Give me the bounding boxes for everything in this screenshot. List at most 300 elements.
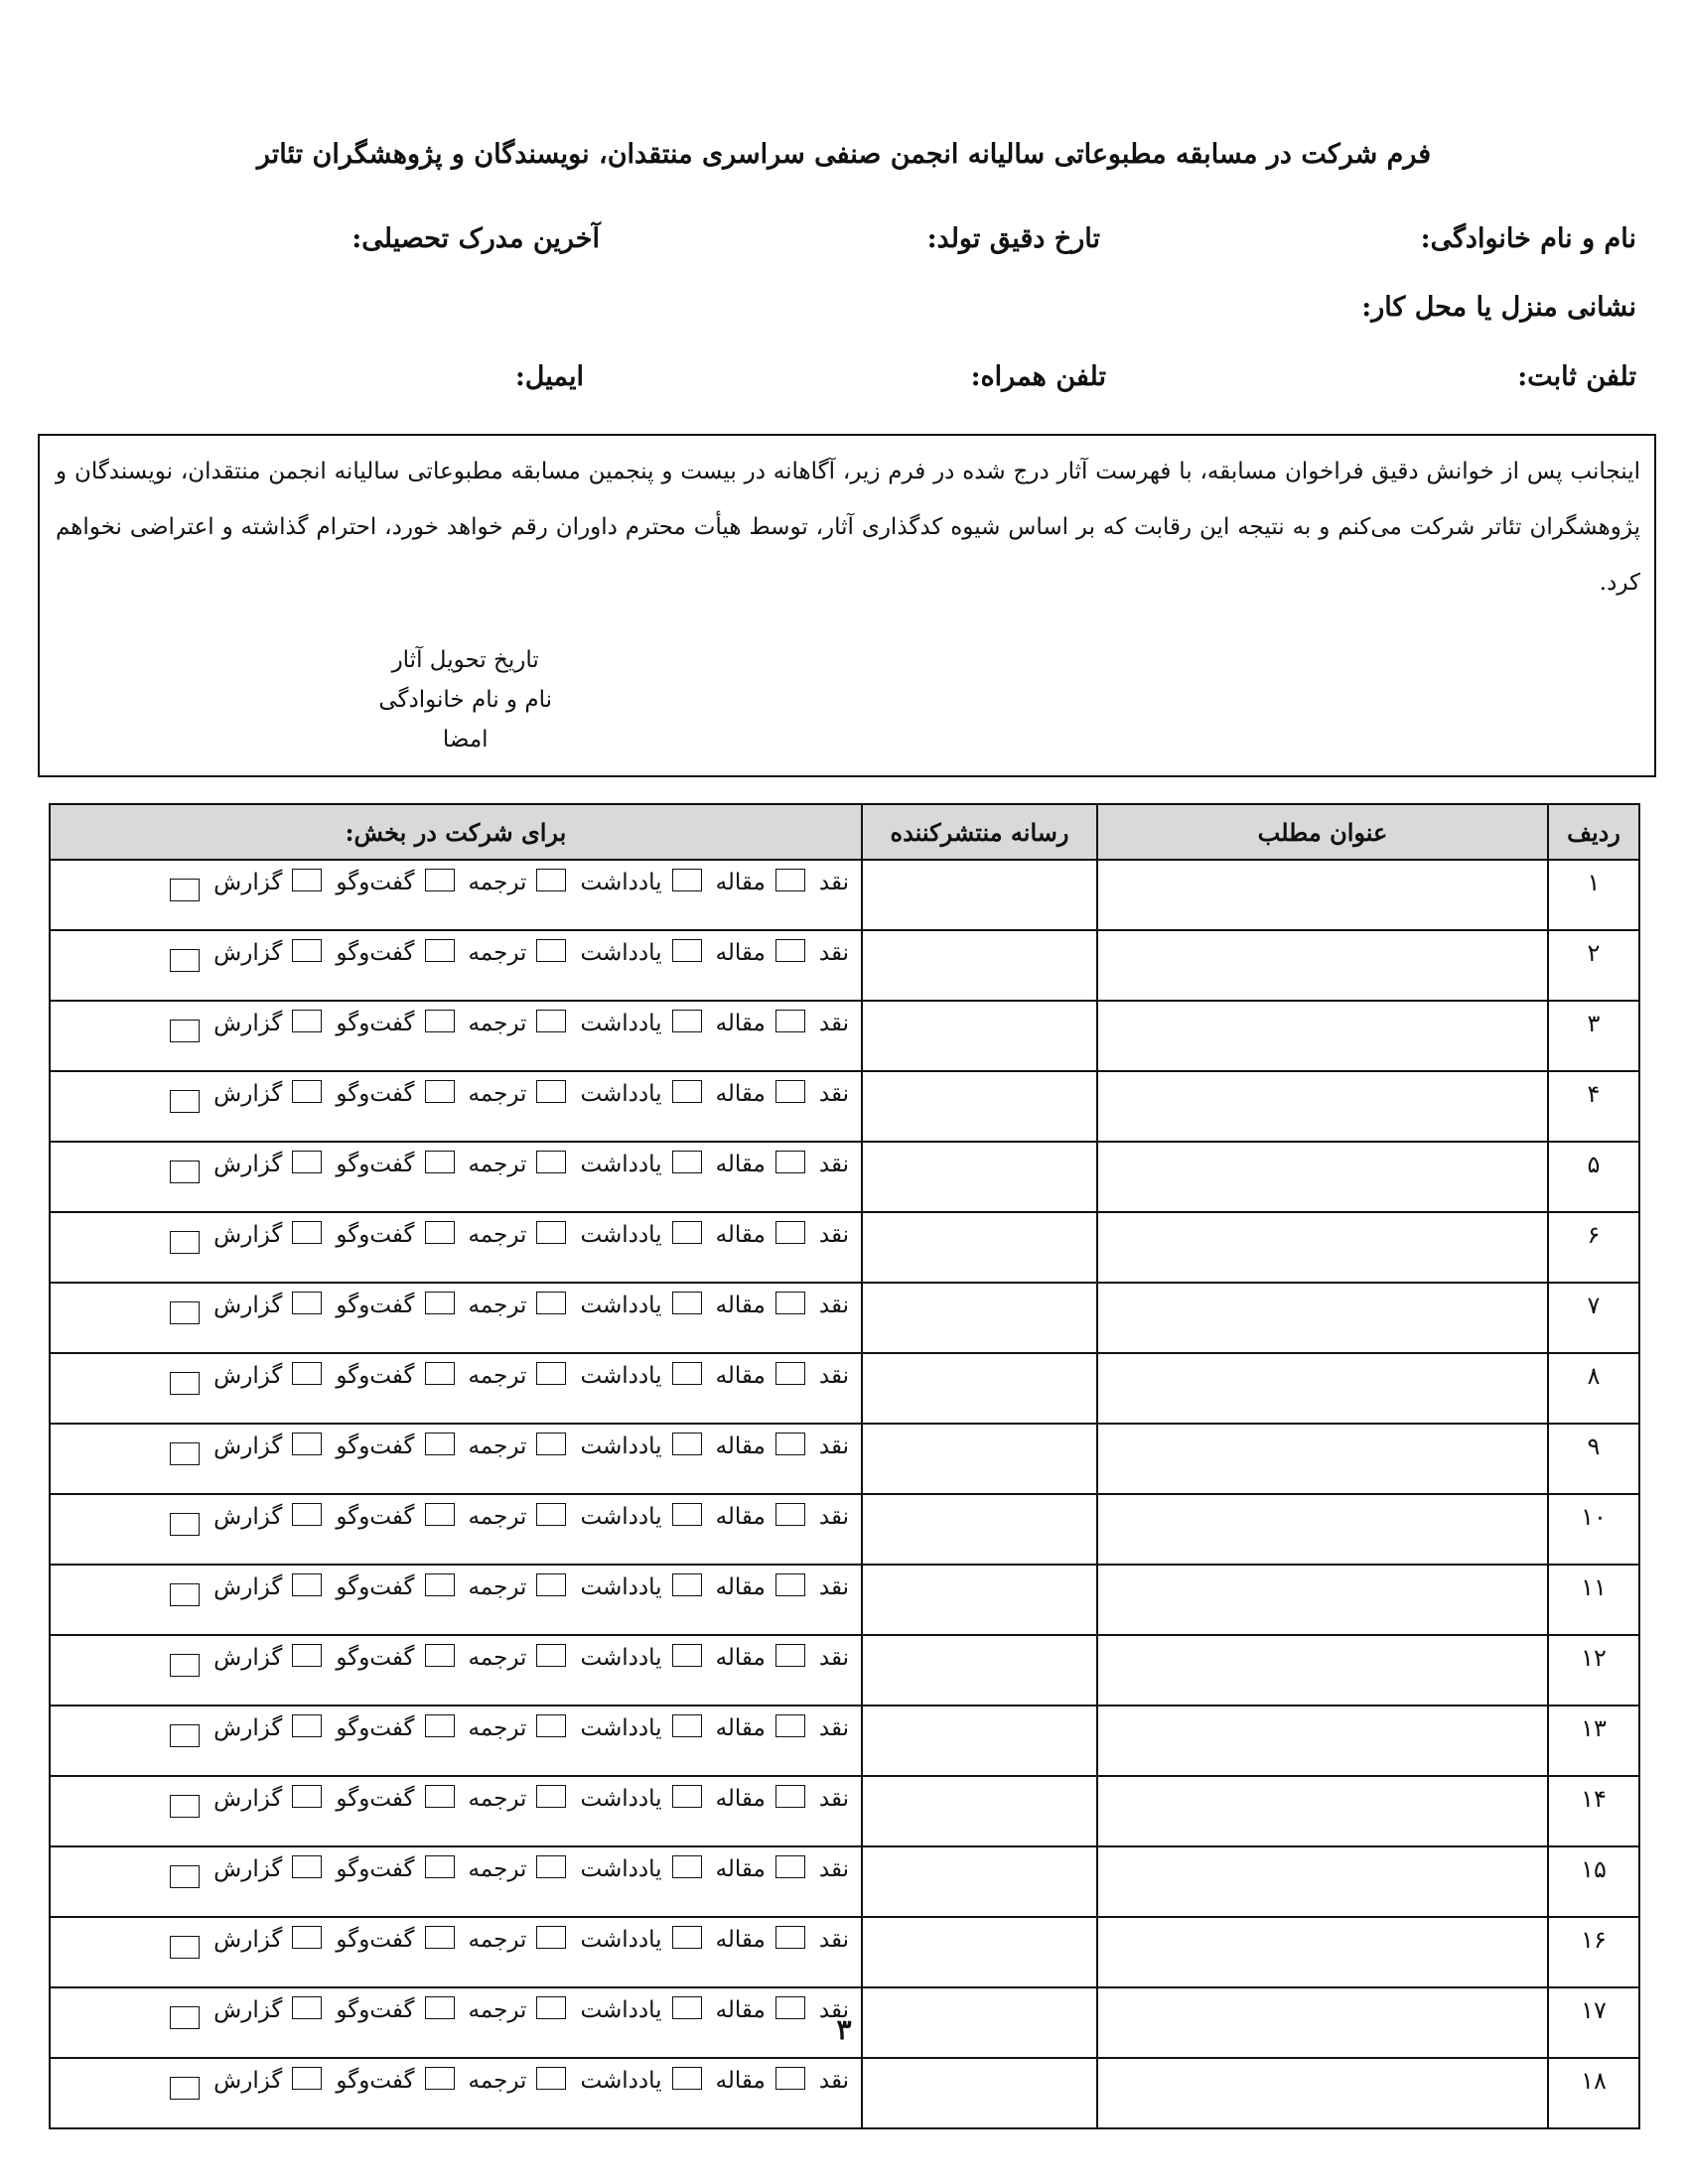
- category-checkbox[interactable]: [536, 1926, 566, 1949]
- category-checkbox[interactable]: [775, 1010, 805, 1032]
- section-options-cell: [50, 860, 862, 930]
- email-label: ایمیل:: [514, 361, 584, 392]
- category-checkbox[interactable]: [775, 1433, 805, 1455]
- category-checkbox[interactable]: [292, 1855, 322, 1878]
- category-label: گفت‌وگو: [336, 1786, 415, 1812]
- category-option-maqale: [672, 1080, 766, 1107]
- category-checkbox[interactable]: [170, 1795, 200, 1818]
- category-option-yaddasht: [536, 869, 661, 895]
- category-label: نقد: [818, 1152, 849, 1177]
- category-label: گزارش: [213, 1574, 283, 1600]
- row-number: ۱۷: [1548, 1987, 1639, 2058]
- category-checkbox[interactable]: [672, 2067, 702, 2090]
- category-option-goftogoo: [292, 1855, 414, 1882]
- category-checkbox[interactable]: [775, 1855, 805, 1878]
- category-checkbox[interactable]: [425, 939, 455, 962]
- category-label: مقاله: [715, 1927, 766, 1953]
- category-checkbox[interactable]: [672, 1785, 702, 1808]
- publisher-media-cell[interactable]: [862, 1001, 1097, 1071]
- category-option-naqd: [775, 1503, 849, 1530]
- category-label: گفت‌وگو: [336, 1856, 415, 1882]
- category-option-tarjome: [425, 1080, 527, 1107]
- article-title-cell[interactable]: [1097, 1283, 1548, 1353]
- category-checkbox[interactable]: [170, 1090, 200, 1113]
- article-title-cell[interactable]: [1097, 930, 1548, 1001]
- category-checkbox[interactable]: [536, 1644, 566, 1667]
- table-row: [50, 1142, 1639, 1212]
- full-name-label: نام و نام خانوادگی:: [1420, 223, 1636, 254]
- publisher-media-cell[interactable]: [862, 1917, 1097, 1987]
- category-checkbox[interactable]: [775, 2067, 805, 2090]
- article-title-cell[interactable]: [1097, 1635, 1548, 1706]
- category-option-maqale: [672, 1292, 766, 1318]
- category-checkbox[interactable]: [672, 1433, 702, 1455]
- category-option-yaddasht: [536, 1785, 661, 1812]
- category-checkbox[interactable]: [170, 1583, 200, 1606]
- category-option-goftogoo: [292, 1503, 414, 1530]
- category-checkbox[interactable]: [170, 1513, 200, 1536]
- publisher-media-cell[interactable]: [862, 1776, 1097, 1846]
- category-option-goftogoo: [292, 1010, 414, 1036]
- category-label: ترجمه: [468, 870, 527, 895]
- category-checkbox[interactable]: [775, 1926, 805, 1949]
- category-checkbox[interactable]: [425, 869, 455, 891]
- category-checkbox[interactable]: [775, 1080, 805, 1103]
- category-option-naqd: [775, 1080, 849, 1107]
- category-checkbox[interactable]: [536, 939, 566, 962]
- article-title-cell[interactable]: [1097, 1212, 1548, 1283]
- category-checkbox[interactable]: [672, 1080, 702, 1103]
- category-label: گفت‌وگو: [336, 1504, 415, 1530]
- category-checkbox[interactable]: [775, 1292, 805, 1314]
- category-label: ترجمه: [468, 1715, 527, 1741]
- category-option-goftogoo: [292, 1785, 414, 1812]
- category-label: نقد: [818, 2068, 849, 2094]
- publisher-media-cell[interactable]: [862, 1846, 1097, 1917]
- category-option-maqale: [672, 1362, 766, 1389]
- category-option-tarjome: [425, 869, 527, 895]
- category-checkbox[interactable]: [536, 1785, 566, 1808]
- category-checkbox[interactable]: [775, 1221, 805, 1244]
- category-option-maqale: [672, 1573, 766, 1600]
- category-checkbox[interactable]: [170, 1020, 200, 1042]
- article-title-cell[interactable]: [1097, 1494, 1548, 1565]
- row-number: ۱۳: [1548, 1706, 1639, 1776]
- category-checkbox[interactable]: [292, 1503, 322, 1526]
- category-checkbox[interactable]: [292, 1362, 322, 1385]
- category-checkbox[interactable]: [536, 1151, 566, 1173]
- category-label: نقد: [818, 1433, 849, 1459]
- section-options-cell: [50, 1424, 862, 1494]
- category-option-naqd: [775, 1714, 849, 1741]
- article-title-cell[interactable]: [1097, 1353, 1548, 1424]
- category-option-goftogoo: [292, 1362, 414, 1389]
- section-options-cell: [50, 1212, 862, 1283]
- category-label: گفت‌وگو: [336, 1997, 415, 2023]
- category-label: گفت‌وگو: [336, 1574, 415, 1600]
- category-checkbox[interactable]: [775, 1573, 805, 1596]
- category-option-goftogoo: [292, 1926, 414, 1953]
- row-number: ۹: [1548, 1424, 1639, 1494]
- category-checkbox[interactable]: [536, 1080, 566, 1103]
- category-option-yaddasht: [536, 1292, 661, 1318]
- category-label: گفت‌وگو: [336, 1715, 415, 1741]
- header-publisher-media: رسانه منتشرکننده: [862, 804, 1097, 860]
- category-checkbox[interactable]: [425, 1080, 455, 1103]
- article-title-cell[interactable]: [1097, 1001, 1548, 1071]
- category-option-naqd: [775, 939, 849, 966]
- category-checkbox[interactable]: [170, 1724, 200, 1747]
- category-option-yaddasht: [536, 1855, 661, 1882]
- row-number: ۸: [1548, 1353, 1639, 1424]
- category-checkbox[interactable]: [292, 939, 322, 962]
- category-label: یادداشت: [580, 1927, 662, 1953]
- section-options-cell: [50, 1846, 862, 1917]
- category-checkbox[interactable]: [672, 1573, 702, 1596]
- category-checkbox[interactable]: [170, 1231, 200, 1254]
- publisher-media-cell[interactable]: [862, 1424, 1097, 1494]
- section-options-cell: [50, 1635, 862, 1706]
- section-options-cell: [50, 1776, 862, 1846]
- article-title-cell[interactable]: [1097, 1776, 1548, 1846]
- category-option-gozaresh: [170, 1574, 282, 1606]
- category-checkbox[interactable]: [292, 1221, 322, 1244]
- category-checkbox[interactable]: [536, 1503, 566, 1526]
- category-option-tarjome: [425, 1503, 527, 1530]
- row-number: ۱۰: [1548, 1494, 1639, 1565]
- category-label: یادداشت: [580, 1574, 662, 1600]
- category-option-goftogoo: [292, 1433, 414, 1459]
- form-title: فرم شرکت در مسابقه مطبوعاتی سالیانه انجمن صنفی سراسری منتقدان، نویسندگان و پژوهشگران تئاتر: [256, 139, 1432, 170]
- category-option-gozaresh: [170, 1293, 282, 1324]
- header-row-number: ردیف: [1548, 804, 1639, 860]
- category-label: نقد: [818, 1574, 849, 1600]
- category-option-goftogoo: [292, 1644, 414, 1671]
- category-checkbox[interactable]: [425, 1221, 455, 1244]
- category-checkbox[interactable]: [170, 1654, 200, 1677]
- row-number: ۲: [1548, 930, 1639, 1001]
- category-option-yaddasht: [536, 1714, 661, 1741]
- category-label: نقد: [818, 1645, 849, 1671]
- category-option-yaddasht: [536, 1151, 661, 1177]
- category-label: نقد: [818, 1786, 849, 1812]
- category-checkbox[interactable]: [536, 1362, 566, 1385]
- publisher-media-cell[interactable]: [862, 1565, 1097, 1635]
- article-title-cell[interactable]: [1097, 860, 1548, 930]
- category-checkbox[interactable]: [425, 1292, 455, 1314]
- category-label: مقاله: [715, 1081, 766, 1107]
- category-option-gozaresh: [170, 1222, 282, 1254]
- declaration-box: [38, 434, 1656, 777]
- address-label: نشانی منزل یا محل کار:: [1361, 292, 1636, 323]
- category-option-tarjome: [425, 1573, 527, 1600]
- category-checkbox[interactable]: [292, 2067, 322, 2090]
- category-checkbox[interactable]: [425, 1503, 455, 1526]
- table-row: [50, 1353, 1639, 1424]
- category-option-naqd: [775, 1926, 849, 1953]
- category-checkbox[interactable]: [775, 1503, 805, 1526]
- category-label: گزارش: [213, 1645, 283, 1671]
- publisher-media-cell[interactable]: [862, 930, 1097, 1001]
- category-checkbox[interactable]: [292, 1926, 322, 1949]
- category-checkbox[interactable]: [672, 939, 702, 962]
- category-label: مقاله: [715, 1645, 766, 1671]
- category-option-yaddasht: [536, 2067, 661, 2094]
- category-option-maqale: [672, 939, 766, 966]
- category-label: یادداشت: [580, 1786, 662, 1812]
- category-label: گزارش: [213, 1011, 283, 1036]
- category-label: مقاله: [715, 1152, 766, 1177]
- category-label: گفت‌وگو: [336, 870, 415, 895]
- category-checkbox[interactable]: [672, 1221, 702, 1244]
- table-row: [50, 1494, 1639, 1565]
- article-title-cell[interactable]: [1097, 1706, 1548, 1776]
- category-option-goftogoo: [292, 1080, 414, 1107]
- category-checkbox[interactable]: [170, 879, 200, 901]
- article-title-cell[interactable]: [1097, 1071, 1548, 1142]
- category-checkbox[interactable]: [536, 1714, 566, 1737]
- category-option-maqale: [672, 1785, 766, 1812]
- category-checkbox[interactable]: [425, 1785, 455, 1808]
- category-checkbox[interactable]: [672, 1362, 702, 1385]
- category-label: مقاله: [715, 2068, 766, 2094]
- category-label: نقد: [818, 1293, 849, 1318]
- category-checkbox[interactable]: [170, 1301, 200, 1324]
- category-checkbox[interactable]: [170, 949, 200, 972]
- category-label: ترجمه: [468, 1786, 527, 1812]
- category-checkbox[interactable]: [536, 1573, 566, 1596]
- category-label: مقاله: [715, 1997, 766, 2023]
- category-checkbox[interactable]: [425, 1010, 455, 1032]
- category-option-gozaresh: [170, 1645, 282, 1677]
- signature-block: [378, 640, 552, 759]
- signature-label: امضا: [442, 727, 489, 752]
- category-option-tarjome: [425, 1151, 527, 1177]
- category-option-gozaresh: [170, 1856, 282, 1888]
- category-checkbox[interactable]: [672, 1644, 702, 1667]
- category-checkbox[interactable]: [775, 869, 805, 891]
- category-label: گزارش: [213, 1152, 283, 1177]
- category-checkbox[interactable]: [292, 1080, 322, 1103]
- table-row: [50, 1212, 1639, 1283]
- category-checkbox[interactable]: [292, 1433, 322, 1455]
- page-number: ۳: [836, 2013, 852, 2046]
- category-option-gozaresh: [170, 1433, 282, 1465]
- category-option-naqd: [775, 1292, 849, 1318]
- category-label: یادداشت: [580, 1997, 662, 2023]
- article-title-cell[interactable]: [1097, 1917, 1548, 1987]
- category-label: مقاله: [715, 1504, 766, 1530]
- publisher-media-cell[interactable]: [862, 1142, 1097, 1212]
- category-option-tarjome: [425, 1714, 527, 1741]
- category-checkbox[interactable]: [170, 1442, 200, 1465]
- category-option-maqale: [672, 1151, 766, 1177]
- category-label: ترجمه: [468, 1433, 527, 1459]
- category-label: گفت‌وگو: [336, 1081, 415, 1107]
- category-checkbox[interactable]: [775, 1362, 805, 1385]
- category-checkbox[interactable]: [672, 1503, 702, 1526]
- category-option-gozaresh: [170, 1081, 282, 1113]
- category-label: نقد: [818, 1856, 849, 1882]
- category-option-tarjome: [425, 1292, 527, 1318]
- category-option-maqale: [672, 2067, 766, 2094]
- category-label: گفت‌وگو: [336, 1433, 415, 1459]
- publisher-media-cell[interactable]: [862, 860, 1097, 930]
- publisher-media-cell[interactable]: [862, 1071, 1097, 1142]
- category-option-gozaresh: [170, 1715, 282, 1747]
- category-label: مقاله: [715, 1222, 766, 1248]
- category-option-tarjome: [425, 2067, 527, 2094]
- category-option-naqd: [775, 1151, 849, 1177]
- category-checkbox[interactable]: [292, 869, 322, 891]
- delivery-date-label: تاریخ تحویل آثار: [391, 647, 539, 673]
- category-checkbox[interactable]: [536, 1221, 566, 1244]
- article-title-cell[interactable]: [1097, 1424, 1548, 1494]
- category-checkbox[interactable]: [170, 1936, 200, 1959]
- category-label: گزارش: [213, 1293, 283, 1318]
- category-checkbox[interactable]: [536, 2067, 566, 2090]
- publisher-media-cell[interactable]: [862, 1283, 1097, 1353]
- category-label: ترجمه: [468, 1081, 527, 1107]
- category-checkbox[interactable]: [425, 1151, 455, 1173]
- category-checkbox[interactable]: [425, 1573, 455, 1596]
- category-checkbox[interactable]: [425, 1362, 455, 1385]
- category-option-maqale: [672, 1714, 766, 1741]
- category-option-maqale: [672, 1855, 766, 1882]
- category-checkbox[interactable]: [292, 1151, 322, 1173]
- category-checkbox[interactable]: [672, 1714, 702, 1737]
- row-number: ۷: [1548, 1283, 1639, 1353]
- category-label: مقاله: [715, 1433, 766, 1459]
- category-checkbox[interactable]: [775, 939, 805, 962]
- category-checkbox[interactable]: [425, 1926, 455, 1949]
- category-checkbox[interactable]: [425, 1714, 455, 1737]
- row-number: ۴: [1548, 1071, 1639, 1142]
- category-label: گفت‌وگو: [336, 1011, 415, 1036]
- category-label: گفت‌وگو: [336, 1293, 415, 1318]
- category-checkbox[interactable]: [170, 2077, 200, 2100]
- category-label: ترجمه: [468, 1997, 527, 2023]
- table-row: [50, 1917, 1639, 1987]
- category-label: مقاله: [715, 1363, 766, 1389]
- mobile-label: تلفن همراه:: [970, 361, 1106, 392]
- category-checkbox[interactable]: [292, 1644, 322, 1667]
- category-label: ترجمه: [468, 1927, 527, 1953]
- category-label: گزارش: [213, 1715, 283, 1741]
- category-label: گزارش: [213, 1504, 283, 1530]
- row-number: ۶: [1548, 1212, 1639, 1283]
- category-checkbox[interactable]: [775, 1151, 805, 1173]
- category-checkbox[interactable]: [672, 1010, 702, 1032]
- category-label: مقاله: [715, 1715, 766, 1741]
- category-option-maqale: [672, 869, 766, 895]
- category-checkbox[interactable]: [672, 1151, 702, 1173]
- category-checkbox[interactable]: [425, 2067, 455, 2090]
- category-checkbox[interactable]: [170, 1160, 200, 1183]
- publisher-media-cell[interactable]: [862, 1212, 1097, 1283]
- category-label: یادداشت: [580, 1856, 662, 1882]
- category-option-yaddasht: [536, 1503, 661, 1530]
- category-label: نقد: [818, 1715, 849, 1741]
- category-label: مقاله: [715, 1293, 766, 1318]
- table-row: [50, 1565, 1639, 1635]
- category-label: ترجمه: [468, 2068, 527, 2094]
- article-title-cell[interactable]: [1097, 1846, 1548, 1917]
- category-label: گزارش: [213, 1786, 283, 1812]
- category-option-naqd: [775, 1433, 849, 1459]
- category-checkbox[interactable]: [536, 1010, 566, 1032]
- article-title-cell[interactable]: [1097, 2058, 1548, 2128]
- category-label: یادداشت: [580, 940, 662, 966]
- category-checkbox[interactable]: [170, 1372, 200, 1395]
- category-option-gozaresh: [170, 1011, 282, 1042]
- section-options-cell: [50, 1565, 862, 1635]
- category-option-goftogoo: [292, 1573, 414, 1600]
- education-label: آخرین مدرک تحصیلی:: [352, 223, 600, 254]
- article-title-cell[interactable]: [1097, 1565, 1548, 1635]
- category-checkbox[interactable]: [425, 1433, 455, 1455]
- publisher-media-cell[interactable]: [862, 1353, 1097, 1424]
- declaration-text: اینجانب پس از خوانش دقیق فراخوان مسابقه، با فهرست آثار درج شده در فرم زیر، آگاهانه در بیست و پنجمین مسابقه مطبوعاتی سالیانه انجمن منتقدان، نویسندگان و پژوهشگران تئاتر شرکت می‌کنم و به نتیجه این رقابت که بر اساس شیوه کدگذاری آثار، توسط هیأت محترم داوران رقم خواهد خورد، احترام گذاشته و اعتراضی نخواهم کرد.: [56, 459, 1640, 596]
- category-checkbox[interactable]: [672, 869, 702, 891]
- row-number: ۱۱: [1548, 1565, 1639, 1635]
- category-option-naqd: [775, 1362, 849, 1389]
- table-row: [50, 2058, 1639, 2128]
- section-options-cell: [50, 1917, 862, 1987]
- category-label: یادداشت: [580, 1363, 662, 1389]
- category-checkbox[interactable]: [775, 1714, 805, 1737]
- category-checkbox[interactable]: [292, 1292, 322, 1314]
- category-checkbox[interactable]: [292, 1573, 322, 1596]
- signer-name-label: نام و نام خانوادگی: [378, 687, 552, 713]
- publisher-media-cell[interactable]: [862, 1635, 1097, 1706]
- article-title-cell[interactable]: [1097, 1142, 1548, 1212]
- category-label: یادداشت: [580, 1152, 662, 1177]
- publisher-media-cell[interactable]: [862, 2058, 1097, 2128]
- category-checkbox[interactable]: [775, 1785, 805, 1808]
- category-checkbox[interactable]: [536, 1855, 566, 1878]
- publisher-media-cell[interactable]: [862, 1706, 1097, 1776]
- section-options-cell: [50, 1001, 862, 1071]
- category-option-yaddasht: [536, 1644, 661, 1671]
- category-checkbox[interactable]: [425, 1644, 455, 1667]
- publisher-media-cell[interactable]: [862, 1494, 1097, 1565]
- category-checkbox[interactable]: [672, 1926, 702, 1949]
- row-number: ۱۸: [1548, 2058, 1639, 2128]
- category-checkbox[interactable]: [536, 1433, 566, 1455]
- category-label: گفت‌وگو: [336, 1927, 415, 1953]
- category-label: گزارش: [213, 1081, 283, 1107]
- category-checkbox[interactable]: [536, 1292, 566, 1314]
- category-checkbox[interactable]: [292, 1785, 322, 1808]
- category-label: نقد: [818, 1504, 849, 1530]
- header-section: برای شرکت در بخش:: [50, 804, 862, 860]
- category-label: مقاله: [715, 940, 766, 966]
- category-checkbox[interactable]: [672, 1855, 702, 1878]
- category-checkbox[interactable]: [672, 1292, 702, 1314]
- category-option-tarjome: [425, 1221, 527, 1248]
- category-checkbox[interactable]: [775, 1644, 805, 1667]
- category-checkbox[interactable]: [425, 1855, 455, 1878]
- section-options-cell: [50, 1071, 862, 1142]
- category-checkbox[interactable]: [292, 1010, 322, 1032]
- table-row: [50, 1424, 1639, 1494]
- category-checkbox[interactable]: [536, 869, 566, 891]
- category-checkbox[interactable]: [292, 1714, 322, 1737]
- category-label: ترجمه: [468, 1293, 527, 1318]
- category-checkbox[interactable]: [170, 1865, 200, 1888]
- category-option-maqale: [672, 1644, 766, 1671]
